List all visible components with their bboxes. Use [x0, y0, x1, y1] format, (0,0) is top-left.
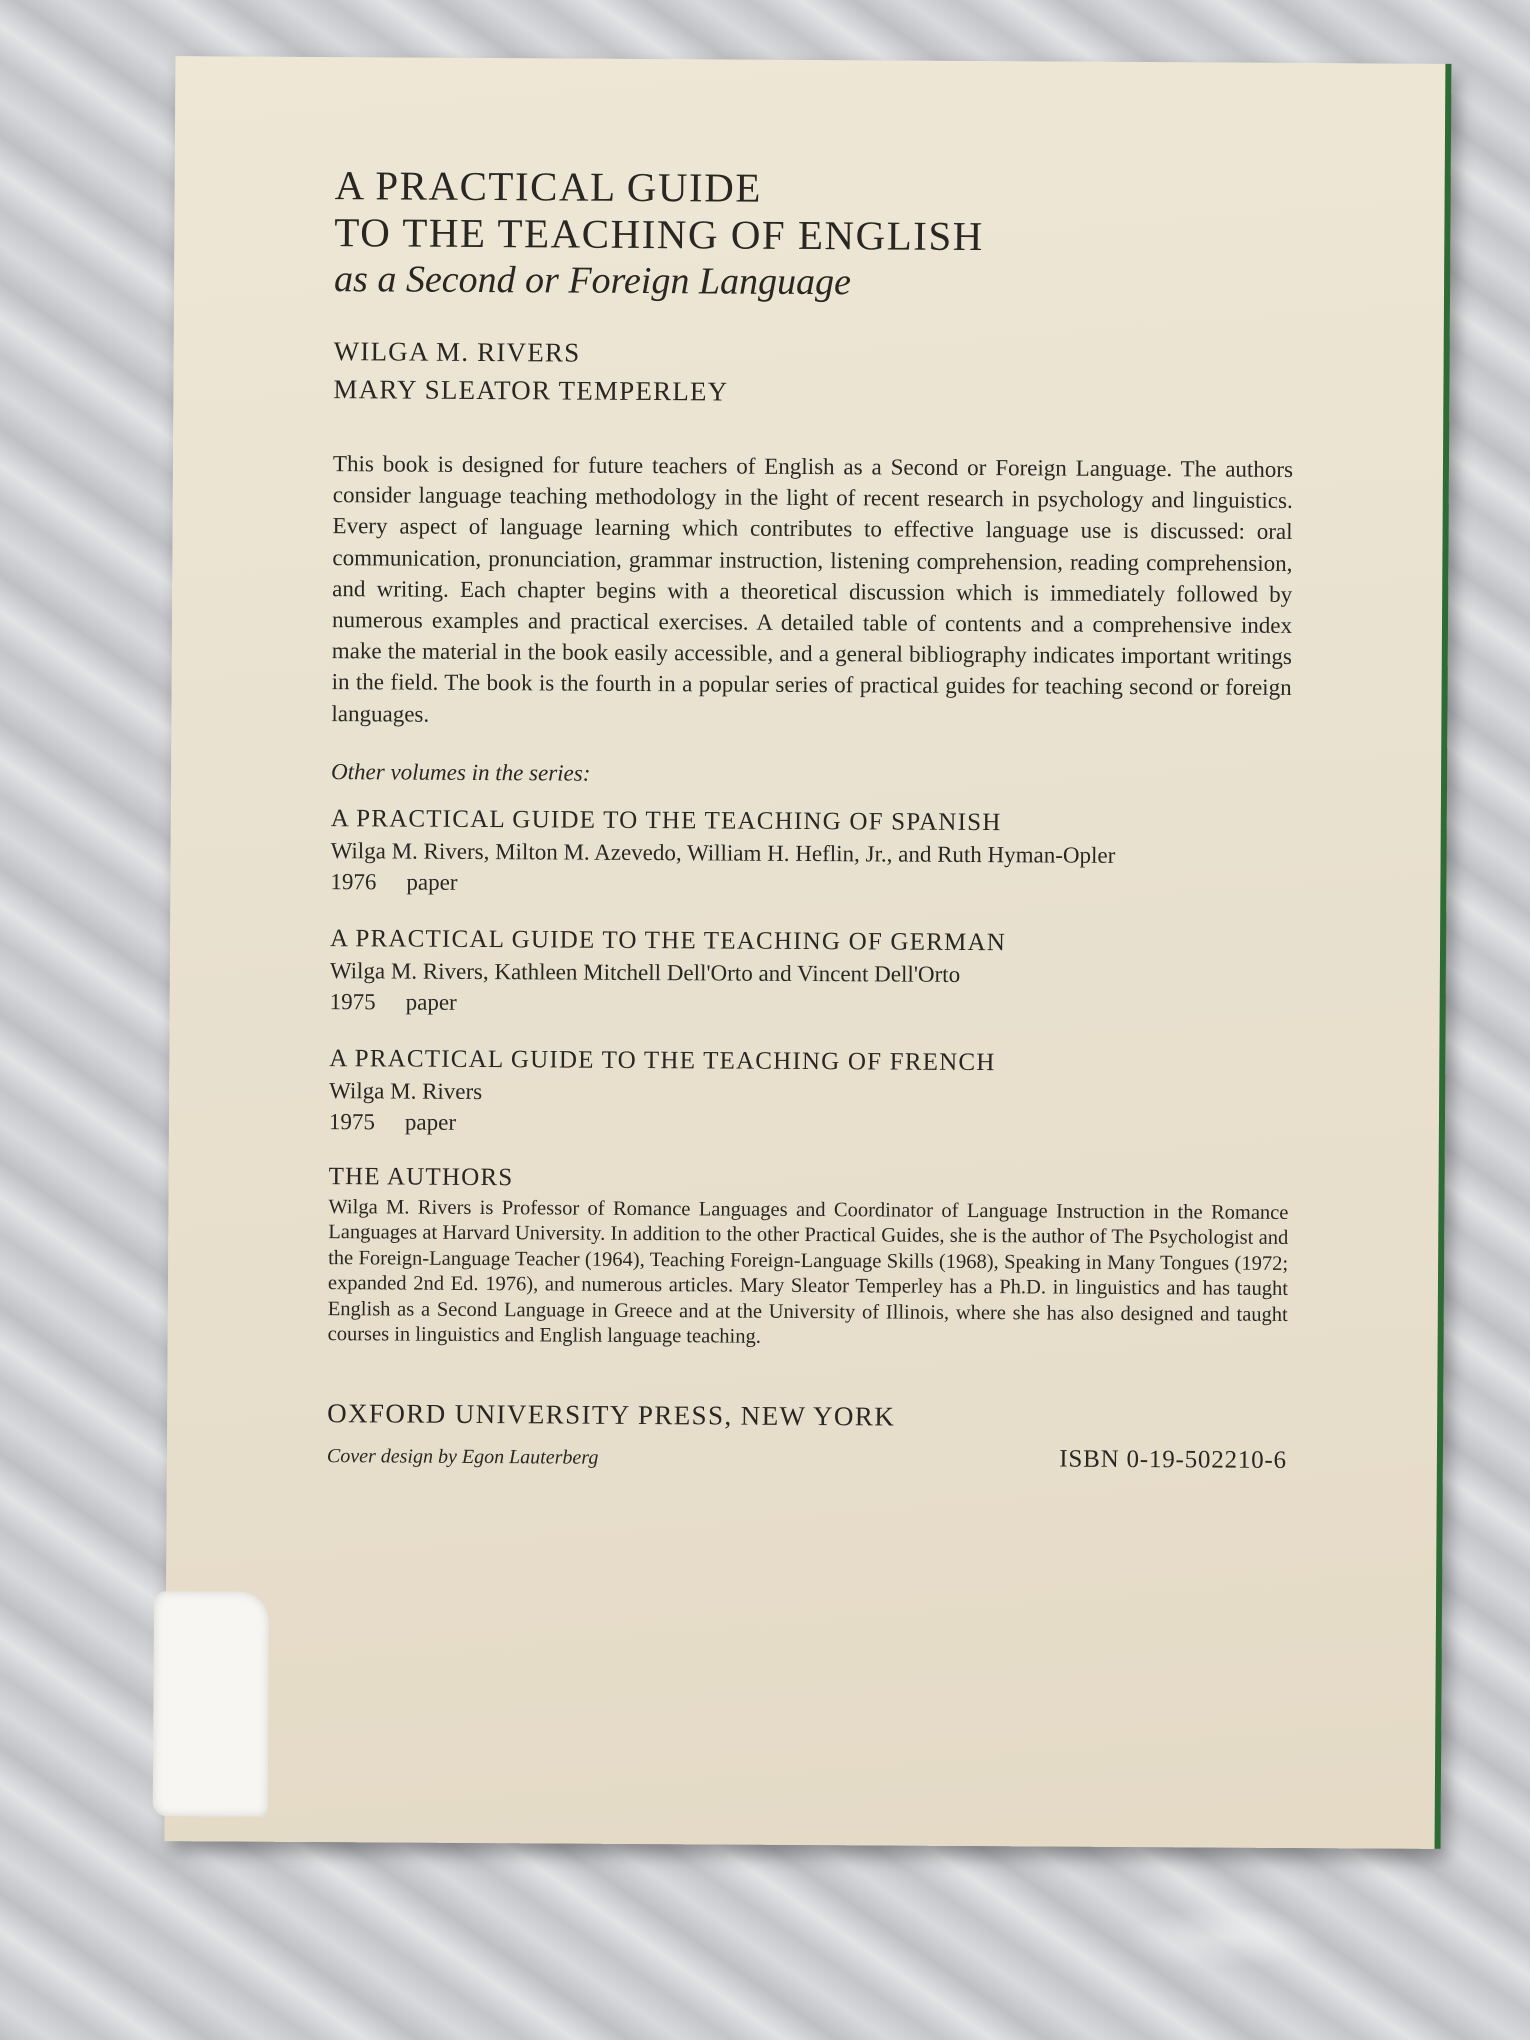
author-list [333, 332, 1293, 414]
series-volume-authors: Wilga M. Rivers [329, 1077, 483, 1104]
book-title-line-2: TO THE TEACHING OF ENGLISH [334, 209, 984, 260]
author-name: MARY SLEATOR TEMPERLEY [333, 374, 729, 407]
series-volume [330, 923, 1291, 1023]
series-volume-authors: Wilga M. Rivers, Milton M. Azevedo, William H. Heflin, Jr., and Ruth Hyman-Opler [330, 837, 1116, 868]
series-volume-year: 1975 [329, 988, 376, 1015]
series-volume-year: 1975 [328, 1108, 376, 1135]
isbn-number: ISBN 0-19-502210-6 [1059, 1445, 1287, 1474]
book-title-line-1: A PRACTICAL GUIDE [334, 162, 762, 211]
torn-corner [153, 1591, 269, 1817]
series-volume-edition [330, 866, 1290, 903]
series-volume-authors: Wilga M. Rivers, Kathleen Mitchell Dell'Orto and Vincent Dell'Orto [329, 957, 961, 987]
book-description: This book is designed for future teachers of English as a Second or Foreign Language. The authors consider language teaching methodology in the light of recent research in psychology and linguistics. Every aspect of language learning which contributes to effective language use is discussed: oral communication, pronunciation, grammar instruction, listening comprehension, reading comprehension, and writing. Each chapter begins with a theoretical discussion which is immediately followed by numerous examples and practical exercises. A detailed table of contents and a comprehensive index make the material in the book easily accessible, and a general bibliography indicates important writings in the field. The book is the fourth in a popular series of practical guides for teaching second or foreign languages. [331, 451, 1294, 727]
series-volume-title: A PRACTICAL GUIDE TO THE TEACHING OF FRENCH [329, 1044, 996, 1076]
series-volume-title: A PRACTICAL GUIDE TO THE TEACHING OF GERMAN [329, 924, 1007, 957]
series-volume-format: paper [405, 989, 457, 1015]
cover-content [327, 162, 1295, 1475]
authors-biography: Wilga M. Rivers is Professor of Romance Languages and Coordinator of Language Instruction in the Romance Languages at Harvard University. In addition to the other Practical Guides, she is the author of The Psychologist and the Foreign-Language Teacher (1964), Teaching Foreign-Language Skills (1968), Speaking in Many Tongues (1972; expanded 2nd Ed. 1976), and numerous articles. Mary Sleator Temperley has a Ph.D. in linguistics and has taught English as a Second Language in Greece and at the University of Illinois, where she has also designed and taught courses in linguistics and English language teaching. [327, 1195, 1289, 1349]
cover-footer [327, 1441, 1287, 1475]
series-volume-edition [330, 986, 1290, 1023]
series-volume [329, 1043, 1290, 1143]
book-subtitle: as a Second or Foreign Language [333, 258, 852, 304]
series-volume-edition [329, 1106, 1289, 1143]
series-volume [330, 803, 1291, 903]
series-volume-format: paper [406, 869, 458, 895]
author-name: WILGA M. RIVERS [333, 336, 581, 368]
series-volume-year: 1976 [330, 868, 377, 895]
book-back-cover [165, 56, 1452, 1849]
series-volume-format: paper [404, 1109, 457, 1135]
series-volume-title: A PRACTICAL GUIDE TO THE TEACHING OF SPANISH [330, 804, 1002, 837]
authors-heading: THE AUTHORS [328, 1162, 514, 1192]
series-label: Other volumes in the series: [331, 758, 591, 786]
publisher-imprint: OXFORD UNIVERSITY PRESS, NEW YORK [327, 1397, 896, 1432]
cover-design-credit: Cover design by Egon Lauterberg [326, 1444, 599, 1469]
